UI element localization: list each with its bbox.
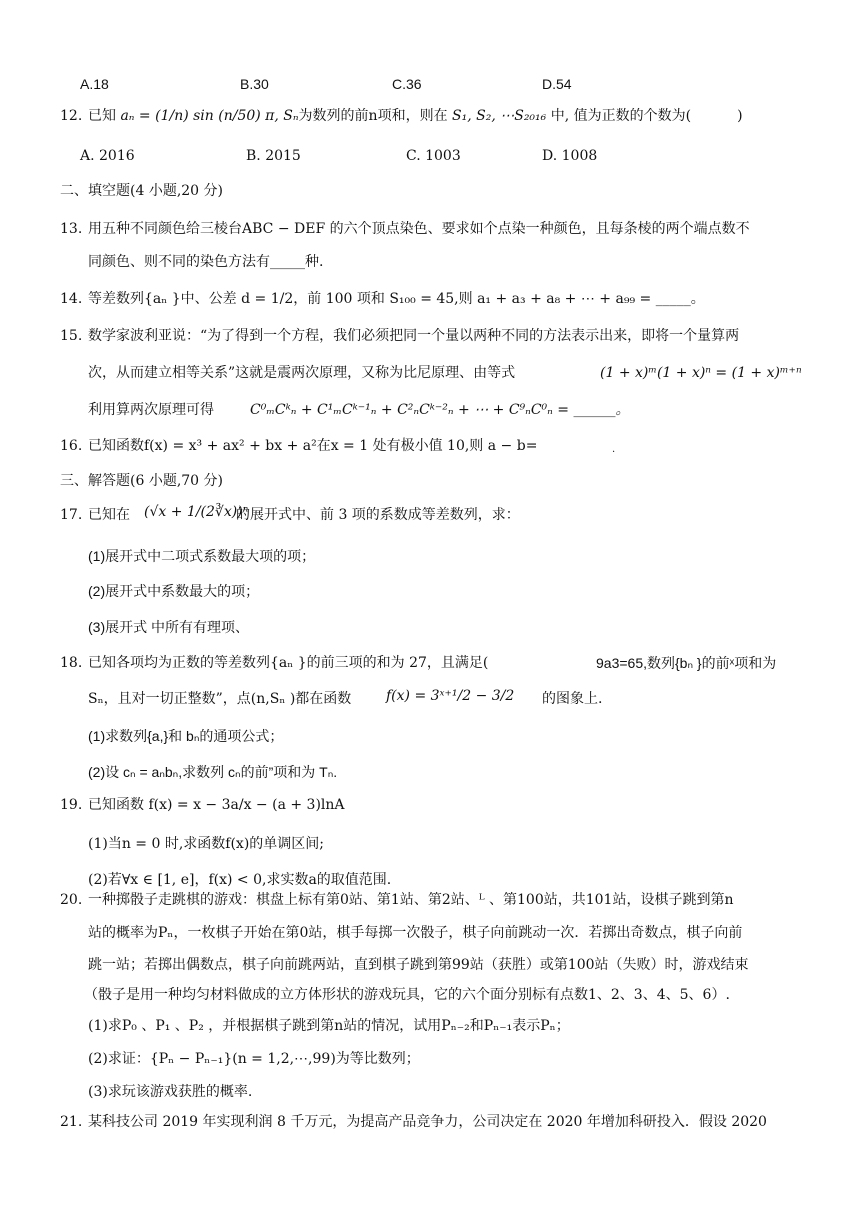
formula: (√x + 1/(2∛x))ⁿ — [144, 504, 249, 520]
paren-close: ) — [737, 108, 743, 124]
question-number: 21. — [60, 1114, 83, 1130]
question-text: 的图象上. — [542, 691, 603, 707]
sub-question: (1)当n = 0 时,求函数f(x)的单调区间; — [88, 836, 325, 852]
sub-question: (1)求P₀ 、P₁ 、P₂ ，并根据棋子跳到第n站的情况，试用Pₙ₋₂和Pₙ₋₁表示Pₙ； — [88, 1018, 570, 1034]
question-number: 16. — [60, 438, 83, 454]
question-text: 已知函数f(x) = x³ + ax² + bx + a²在x = 1 处有极小值 10,则 a − b= — [88, 438, 538, 454]
question-text: 一种掷骰子走跳棋的游戏：棋盘上标有第0站、第1站、第2站、ᴸ 、第100站，共101站，设棋子跳到第n — [88, 892, 734, 908]
question-text: 的展开式中、前 3 项的系数成等差数列，求： — [236, 507, 520, 523]
question-text-line: Sₙ，且对一切正整数”，点(n,Sₙ )都在函数 — [88, 691, 352, 707]
question-text: 已知在 — [88, 507, 130, 523]
question-number: 12. — [60, 108, 83, 124]
question-13 — [60, 219, 750, 239]
question-21 — [60, 1112, 767, 1132]
question-text-line: 同颜色、则不同的染色方法有_____种. — [88, 254, 324, 270]
question-16 — [60, 436, 537, 456]
sub-question: (2)若∀x ∈ [1, e]，f(x) < 0,求实数a的取值范围. — [88, 872, 392, 888]
formula: S₁, S₂, ⋯S₂₀₁₆ — [452, 108, 547, 124]
question-text: 某科技公司 2019 年实现利润 8 千万元，为提高产品竞争力，公司决定在 2020 年增加科研投入．假设 2020 — [88, 1114, 767, 1130]
question-text-line: 站的概率为Pₙ，一枚棋子开始在第0站，棋手每掷一次骰子，棋子向前跳动一次．若掷出奇数点，棋子向前 — [88, 925, 743, 941]
question-text: 用五种不同颜色给三棱台ABC − DEF 的六个顶点染色、要求如个点染一种颜色，且每条棱的两个端点数不 — [88, 221, 750, 237]
section-heading: 二、填空题(4 小题,20 分) — [60, 183, 223, 199]
sub-question: (1)展开式中二项式系数最大项的项； — [88, 548, 316, 564]
sub-question: (2)设 cₙ = aₙbₙ,求数列 cₙ的前”项和为 Tₙ. — [88, 764, 338, 780]
sub-question: (3)求玩该游戏获胜的概率. — [88, 1084, 253, 1100]
stray-dot: . — [612, 444, 616, 455]
sub-question: (2)求证：{Pₙ − Pₙ₋₁}(n = 1,2,⋯,99)为等比数列； — [88, 1051, 420, 1067]
question-text: 9a3=65,数列{bₙ }的前ˣ项和为 — [596, 655, 777, 671]
question-text-line: 跳一站；若掷出偶数点，棋子向前跳两站，直到棋子跳到第99站（获胜）或第100站（失败）时，游戏结束 — [88, 957, 749, 973]
option-d: D.54 — [542, 76, 572, 92]
sub-question: (3)展开式 中所有有理项、 — [88, 619, 249, 635]
formula: f(x) = 3ˣ⁺¹/2 − 3/2 — [386, 688, 515, 704]
question-text-line: （骰子是用一种均匀材料做成的立方体形状的游戏玩具，它的六个面分别标有点数1、2、3、4、5、6）. — [84, 987, 730, 1003]
formula: (1 + x)ᵐ(1 + x)ⁿ = (1 + x)ᵐ⁺ⁿ — [600, 365, 802, 381]
question-text: 已知函数 f(x) = x − 3a/x − (a + 3)lnA — [88, 797, 345, 813]
question-text: 中, 值为正数的个数为( — [546, 108, 692, 124]
question-text: 已知各项均为正数的等差数列{aₙ }的前三项的和为 27，且满足( — [88, 655, 489, 671]
question-text-line: 次，从而建立相等关系”这就是震两次原理，又称为比尼原理、由等式 — [88, 365, 516, 381]
question-14 — [60, 289, 705, 309]
question-text: 为数列的前n项和，则在 — [298, 108, 453, 124]
option-c: C. 1003 — [406, 148, 461, 164]
question-number: 17. — [60, 507, 83, 523]
question-number: 14. — [60, 291, 83, 307]
sub-question: (2)展开式中系数最大的项； — [88, 583, 260, 599]
question-18 — [60, 653, 488, 673]
option-d: D. 1008 — [542, 148, 598, 164]
question-15 — [60, 326, 739, 346]
question-19 — [60, 795, 345, 815]
question-number: 20. — [60, 892, 83, 908]
sub-question: (1)求数列{a,}和 bₙ的通项公式； — [88, 728, 284, 744]
question-number: 15. — [60, 328, 83, 344]
question-text: 等差数列{aₙ }中、公差 d = 1/2，前 100 项和 S₁₀₀ = 45,则 a₁ + a₃ + a₈ + ⋯ + a₉₉ = _____。 — [88, 291, 705, 307]
section-heading: 三、解答题(6 小题,70 分) — [60, 473, 223, 489]
question-text: 已知 — [88, 108, 121, 124]
formula: aₙ = (1/n) sin (n/50) π, Sₙ — [120, 108, 299, 124]
question-number: 19. — [60, 797, 83, 813]
option-c: C.36 — [392, 76, 422, 92]
option-b: B. 2015 — [246, 148, 301, 164]
question-text-line: 利用算两次原理可得 — [88, 402, 214, 418]
question-20 — [60, 890, 733, 910]
question-12 — [60, 106, 743, 126]
formula: C⁰ₘCᵏₙ + C¹ₘCᵏ⁻¹ₙ + C²ₙCᵏ⁻²ₙ + ⋯ + C⁹ₙC⁰ₙ = ______。 — [250, 402, 630, 418]
option-b: B.30 — [240, 76, 269, 92]
option-a: A. 2016 — [80, 148, 135, 164]
question-number: 18. — [60, 655, 83, 671]
question-17 — [60, 505, 130, 525]
question-text: 数学家波利亚说：“为了得到一个方程，我们必须把同一个量以两种不同的方法表示出来，即将一个量算两 — [88, 328, 740, 344]
question-number: 13. — [60, 221, 83, 237]
option-a: A.18 — [80, 76, 109, 92]
